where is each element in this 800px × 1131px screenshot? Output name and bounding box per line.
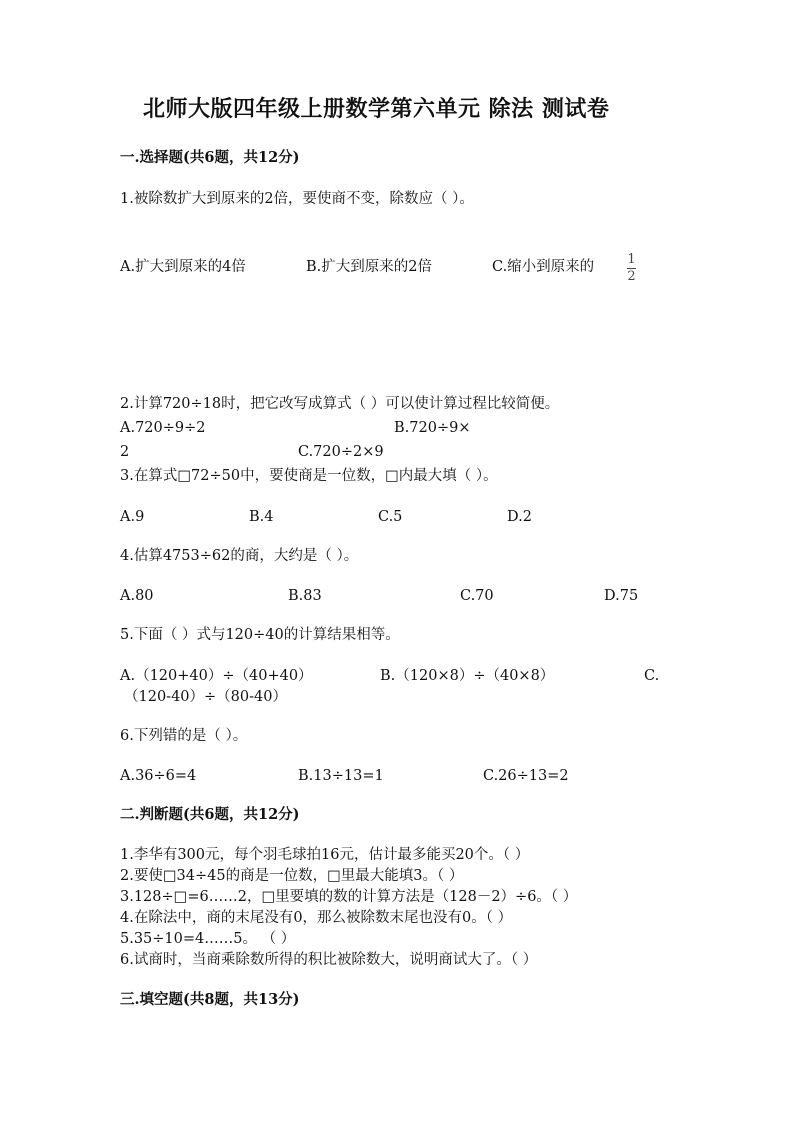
question-6-option-a: A.36÷6=4 (120, 768, 197, 784)
question-6-option-c: C.26÷13=2 (483, 768, 569, 784)
question-5-stem: 5.下面（ ）式与120÷40的计算结果相等。 (120, 627, 400, 643)
question-1-option-a: A.扩大到原来的4倍 (120, 259, 246, 275)
question-4-option-c: C.70 (460, 588, 494, 604)
fraction-numerator: 1 (627, 252, 636, 267)
section-heading-choice: 一.选择题(共6题，共12分) (120, 149, 300, 166)
question-3-option-c: C.5 (378, 509, 403, 525)
judge-item-5: 5.35÷10=4……5。 （ ） (120, 931, 296, 947)
fraction-denominator: 2 (627, 269, 636, 284)
question-5-option-b: B.（120×8）÷（40×8） (380, 668, 555, 684)
question-2-option-a: A.720÷9÷2 (120, 420, 206, 436)
judge-item-4: 4.在除法中，商的末尾没有0，那么被除数末尾也没有0。（ ） (120, 910, 513, 926)
question-2-option-b: B.720÷9× (394, 420, 471, 436)
question-6-stem: 6.下列错的是（ ）。 (120, 728, 248, 744)
judge-item-1: 1.李华有300元，每个羽毛球拍16元，估计最多能买20个。（ ） (120, 847, 530, 863)
question-1-option-c: C.缩小到原来的 (492, 259, 595, 275)
question-4-option-a: A.80 (120, 588, 154, 604)
question-2-option-b-continued: 2 (120, 444, 130, 460)
question-1-option-b: B.扩大到原来的2倍 (306, 259, 432, 275)
question-4-option-b: B.83 (288, 588, 322, 604)
question-2-option-c: C.720÷2×9 (298, 444, 384, 460)
question-2-stem: 2.计算720÷18时，把它改写成算式（ ）可以使计算过程比较简便。 (120, 396, 560, 412)
question-1-stem: 1.被除数扩大到原来的2倍，要使商不变，除数应（ ）。 (120, 191, 474, 207)
question-5-option-c: C. (644, 668, 660, 684)
question-4-stem: 4.估算4753÷62的商，大约是（ ）。 (120, 548, 359, 564)
question-3-option-d: D.2 (507, 509, 532, 525)
section-heading-fill-in: 三.填空题(共8题，共13分) (120, 991, 300, 1008)
question-5-option-c-continued: （120-40）÷（80-40） (124, 689, 287, 705)
page-title: 北师大版四年级上册数学第六单元 除法 测试卷 (143, 96, 610, 122)
question-3-stem: 3.在算式□72÷50中，要使商是一位数，□内最大填（ ）。 (120, 468, 498, 484)
fraction-one-half (627, 253, 636, 284)
question-4-option-d: D.75 (604, 588, 639, 604)
judge-item-6: 6.试商时，当商乘除数所得的积比被除数大，说明商试大了。（ ） (120, 952, 538, 968)
judge-item-3: 3.128÷□=6……2，□里要填的数的计算方法是（128－2）÷6。（ ） (120, 889, 578, 905)
question-6-option-b: B.13÷13=1 (298, 768, 384, 784)
judge-item-2: 2.要使□34÷45的商是一位数，□里最大能填3。（ ） (120, 868, 464, 884)
section-heading-judgement: 二.判断题(共6题，共12分) (120, 806, 300, 823)
question-5-option-a: A.（120+40）÷（40+40） (120, 668, 313, 684)
question-3-option-a: A.9 (120, 509, 145, 525)
question-3-option-b: B.4 (249, 509, 274, 525)
